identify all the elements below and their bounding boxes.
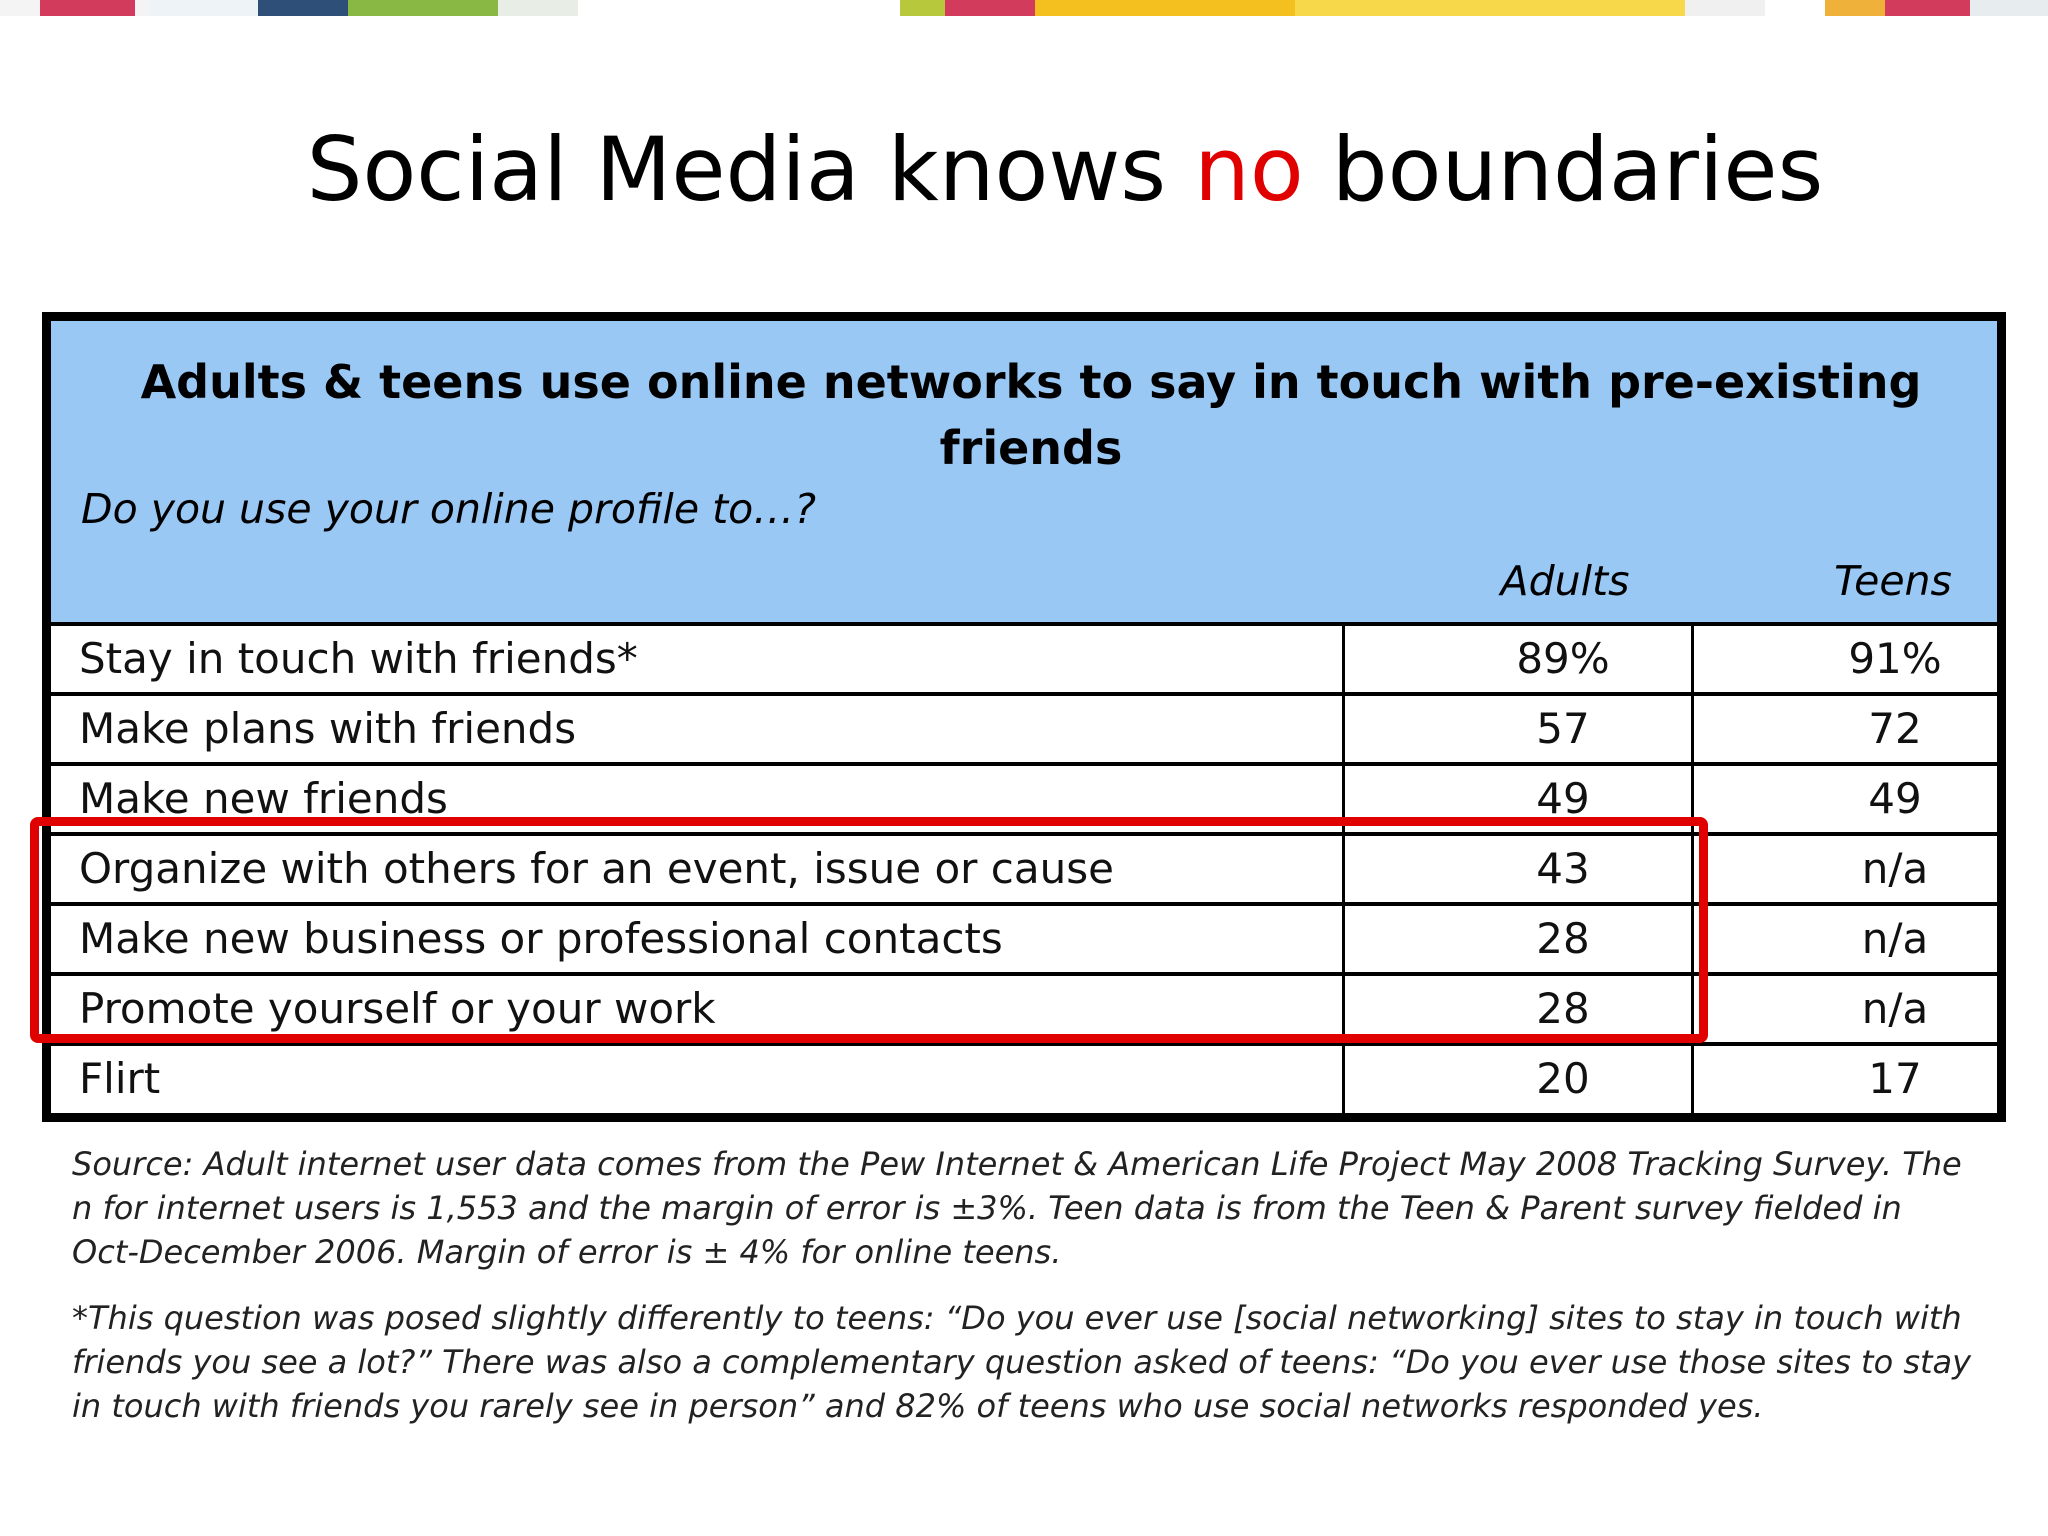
column-header-adults: Adults (1500, 557, 1630, 605)
row-label: Organize with others for an event, issue or cause (79, 844, 1114, 893)
row-label: Make plans with friends (79, 704, 577, 753)
row-label: Flirt (79, 1054, 161, 1103)
table-row (51, 696, 1997, 766)
teens-value: 72 (1868, 704, 1922, 753)
adults-value: 28 (1536, 914, 1590, 963)
row-label: Make new friends (79, 774, 448, 823)
adults-value: 49 (1536, 774, 1590, 823)
title-highlight-word: no (1194, 118, 1304, 221)
adults-value: 43 (1536, 844, 1590, 893)
decorative-color-strip (0, 0, 2048, 16)
source-note: Source: Adult internet user data comes from the Pew Internet & American Life Project May 2008 Tracking Survey. The n for internet users is 1,553 and the margin of error is ±3%. Teen data is from the Teen & Parent survey fielded in Oct-December 2006. Margin of error is ± 4% for online teens. (72, 1145, 1962, 1271)
teens-value: n/a (1861, 914, 1929, 963)
row-label: Stay in touch with friends* (79, 634, 638, 683)
adults-value: 89% (1516, 634, 1610, 683)
table-header (51, 321, 1997, 626)
row-label: Promote yourself or your work (79, 984, 716, 1033)
row-label: Make new business or professional contacts (79, 914, 1003, 963)
adults-value: 20 (1536, 1054, 1590, 1103)
table-heading: Adults & teens use online networks to say in touch with pre-existing friends (140, 355, 1922, 475)
teens-value: 17 (1868, 1054, 1922, 1103)
slide-title (0, 118, 2048, 221)
column-header-teens: Teens (1834, 557, 1952, 605)
adults-value: 28 (1536, 984, 1590, 1033)
table-question: Do you use your online profile to…? (81, 485, 816, 533)
table-row (51, 1046, 1997, 1116)
footnote: *This question was posed slightly differently to teens: “Do you ever use [social networking] sites to stay in touch with friends you see a lot?” There was also a complementary question asked of teens: “Do you ever use those sites to stay in touch with friends you rarely see in person” and 82% of teens who use social networks responded yes. (72, 1299, 1972, 1425)
adults-value: 57 (1536, 704, 1590, 753)
title-text-end: boundaries (1303, 118, 1824, 221)
title-text-start: Social Media knows (306, 118, 1195, 221)
teens-value: 49 (1868, 774, 1922, 823)
teens-value: 91% (1848, 634, 1942, 683)
teens-value: n/a (1861, 844, 1929, 893)
red-highlight-box (30, 817, 1708, 1043)
teens-value: n/a (1861, 984, 1929, 1033)
table-row (51, 626, 1997, 696)
